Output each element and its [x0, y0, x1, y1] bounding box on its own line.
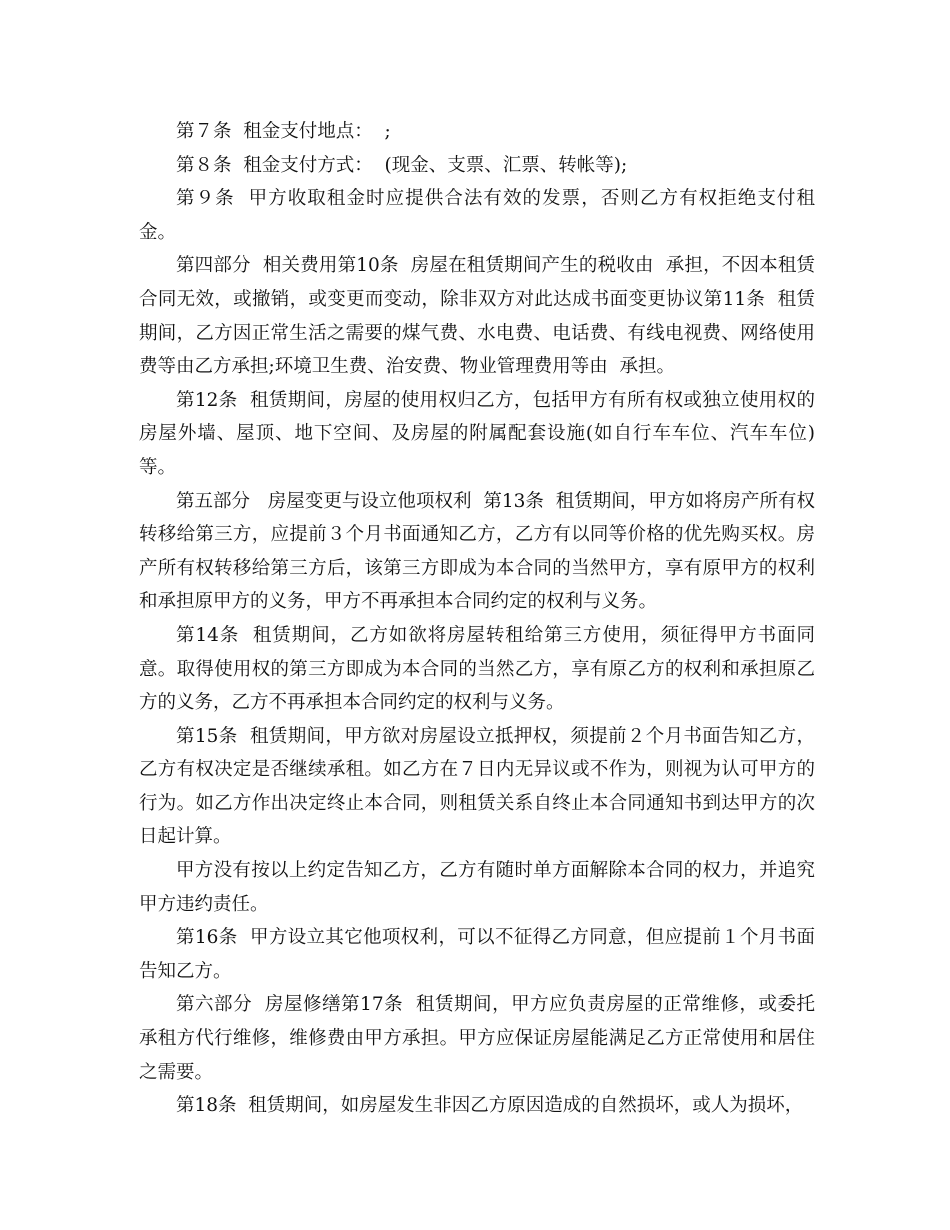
paragraph-article-12: 第12条 租赁期间，房屋的使用权归乙方，包括甲方有所有权或独立使用权的房屋外墙、屋顶、地下空间、及房屋的附属配套设施(如自行车车位、汽车车位)等。 — [139, 389, 815, 478]
paragraph-article-7: 第７条 租金支付地点： ; — [176, 121, 391, 142]
paragraph-article-18: 第18条 租赁期间，如房屋发生非因乙方原因造成的自然损坏，或人为损坏， — [176, 1095, 804, 1117]
paragraph-article-8: 第８条 租金支付方式： (现金、支票、汇票、转帐等); — [176, 154, 628, 176]
paragraph-article-9: 第９条 甲方收取租金时应提供合法有效的发票，否则乙方有权拒绝支付租金。 — [139, 188, 815, 243]
document-body — [139, 115, 815, 1123]
paragraph-article-15: 第15条 租赁期间，甲方欲对房屋设立抵押权，须提前２个月书面告知乙方，乙方有权决定是否继续承租。如乙方在７日内无异议或不作为，则视为认可甲方的行为。如乙方作出决定终止本合同，则租赁关系自终止本合同通知书到达甲方的次日起计算。 — [139, 725, 815, 848]
paragraph-article-16: 第16条 甲方设立其它他项权利，可以不征得乙方同意，但应提前１个月书面告知乙方。 — [139, 927, 815, 982]
paragraph-part-5-article-13: 第五部分 房屋变更与设立他项权利 第13条 租赁期间，甲方如将房产所有权转移给第三方，应提前３个月书面通知乙方，乙方有以同等价格的优先购买权。房产所有权转移给第三方后，该第三方即成为本合同的当然甲方，享有原甲方的权利和承担原甲方的义务，甲方不再承担本合同约定的权利与义务。 — [139, 490, 815, 613]
paragraph-article-14: 第14条 租赁期间，乙方如欲将房屋转租给第三方使用，须征得甲方书面同意。取得使用权的第三方即成为本合同的当然乙方，享有原乙方的权利和承担原乙方的义务，乙方不再承担本合同约定的权利与义务。 — [139, 624, 815, 714]
paragraph-part-6-article-17: 第六部分 房屋修缮第17条 租赁期间，甲方应负责房屋的正常维修，或委托承租方代行维修，维修费由甲方承担。甲方应保证房屋能满足乙方正常使用和居住之需要。 — [139, 994, 815, 1083]
paragraph-part-4-articles-10-11: 第四部分 相关费用第10条 房屋在租赁期间产生的税收由 承担，不因本租赁合同无效，或撤销，或变更而变动，除非双方对此达成书面变更协议第11条 租赁期间，乙方因正常生活之需要的煤气费、水电费、电话费、有线电视费、网络使用费等由乙方承担;环境卫生费、治安费、物业管理费用等由 承担。 — [139, 255, 815, 378]
paragraph-notice-breach: 甲方没有按以上约定告知乙方，乙方有随时单方面解除本合同的权力，并追究甲方违约责任。 — [139, 860, 815, 915]
